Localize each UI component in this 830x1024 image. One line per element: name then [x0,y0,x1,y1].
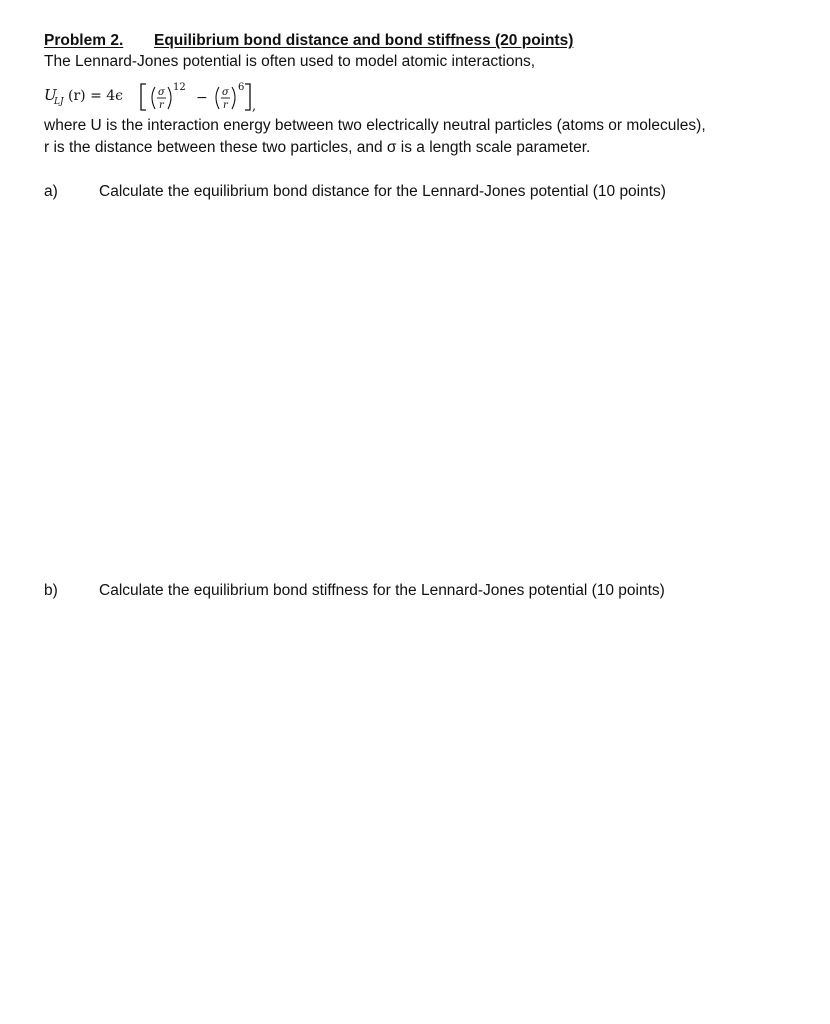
fraction-2-numerator: σ [222,87,229,98]
paren-open-2 [216,87,219,109]
problem-intro: The Lennard-Jones potential is often used to model atomic interactions, [44,53,536,70]
problem-label: Problem 2. [44,32,124,49]
fraction-2-denominator: r [223,100,228,111]
exponent-6: 6 [238,82,245,93]
description-line-1: where U is the interaction energy between two electrically neutral particles (atoms or molecules), [44,117,706,134]
eq-lhs-subscript: LJ [54,97,64,107]
question-a-text: Calculate the equilibrium bond distance for the Lennard-Jones potential (10 points) [99,183,666,200]
fraction-1-numerator: σ [158,87,165,98]
eq-lhs-argument: (r) = 4ϵ [68,88,123,104]
question-a-label: a) [44,183,58,200]
trailing-comma: , [252,99,257,114]
question-b-text: Calculate the equilibrium bond stiffness for the Lennard-Jones potential (10 points) [99,582,665,599]
question-b-label: b) [44,582,58,599]
exponent-12: 12 [173,82,186,93]
paren-close-1 [168,87,171,109]
left-bracket [141,84,146,110]
minus-sign: − [196,90,208,106]
answer-area-b[interactable] [44,607,784,1007]
answer-area-a[interactable] [44,208,784,568]
paren-open-1 [152,87,155,109]
problem-heading [44,31,574,51]
right-bracket [245,84,250,110]
description-line-2: r is the distance between these two particles, and σ is a length scale parameter. [44,139,591,156]
problem-title: Equilibrium bond distance and bond stiffness (20 points) [154,32,574,49]
lennard-jones-equation [44,80,304,114]
eq-lhs: U [44,86,57,104]
fraction-1-denominator: r [159,100,164,111]
equation-graphic [44,80,304,114]
paren-close-2 [232,87,235,109]
